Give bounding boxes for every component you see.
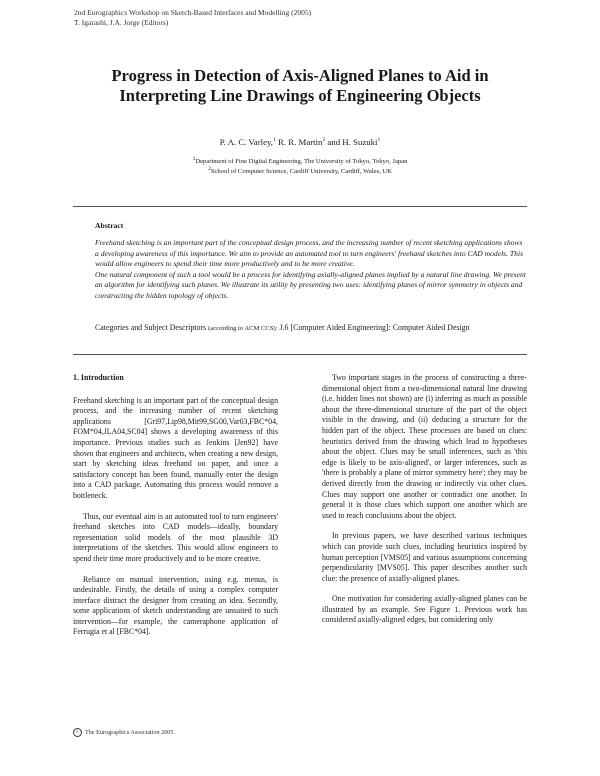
editors-line: T. Igarashi, J.A. Jorge (Editors) <box>74 18 169 27</box>
body-paragraph: Two important stages in the process of constructing a three-dimensional object from a two-dimensional natural line drawing (i.e. hidden lines not shown) are (i) inferring as much as possible about the three-dimensional structure of the part of the object visible in the drawing, and (ii) deducing a structure for the hidden part of the object. These processes are based on clues: heuristics derived from the drawing which lead to hypotheses about the object. Clues may be small inferences, such as 'this edge is likely to be axis-aligned', or larger inferences, such as 'there is probably a plane of mirror symmetry here'; they may be derived directly from the drawing or indirectly via other clues. Clues may support one another or contradict one another. In general it is those clues which support one another which are used to reach conclusions about the object. <box>322 373 527 520</box>
body-paragraph: Thus, our eventual aim is an automated tool to turn engineers' freehand sketches into CAD models—ideally, boundary representation solid models of the most plausible 3D interpretations of the sketches. This would allow engineers to spend their time more productively and to be more creative. <box>73 511 278 563</box>
abstract-top-rule <box>73 206 527 207</box>
workshop-line: 2nd Eurographics Workshop on Sketch-Based Interfaces and Modelling (2005) <box>74 8 312 17</box>
categories-text: J.6 [Computer Aided Engineering]: Computer Aided Design <box>279 323 470 332</box>
title-line-1: Progress in Detection of Axis-Aligned Planes to Aid in <box>111 66 489 85</box>
running-header <box>74 8 311 28</box>
body-paragraph: Freehand sketching is an important part of the conceptual design process, and the increasing number of recent sketching applications [Gri97,Lip98,Mit99,SG00,Var03,FBC*04, FOM*04,JLA04,SC04] shows a developing awareness of this importance. Previous studies such as Jenkins [Jen92] have shown that engineers and architects, when creating a new design, start by sketching ideas freehand on paper, and once a satisfactory concept has been found, manually enter the design into a CAD package. Automating this process would remove a bottleneck. <box>73 395 278 500</box>
affiliation-1: $^1$Department of Fine Digital Engineering, The University of Tokyo, Tokyo, Japan <box>192 155 408 165</box>
abstract-paragraph: Freehand sketching is an important part of the conceptual design process, and the increasing number of recent sketching applications shows a developing awareness of this importance. We aim to provide an automated tool to turn engineers' freehand sketches into CAD models. This would allow engineers to spend their time more productively and to be more creative. <box>95 238 524 268</box>
body-paragraph: In previous papers, we have described various techniques which can provide such clues, including heuristics inspired by human perception [VMS05] and various assumptions concerning perpendicularity [MVS05]. This paper describes another such clue: the presence of axially-aligned planes. <box>322 531 527 583</box>
copyright-icon: c <box>73 728 82 737</box>
title-line-2: Interpreting Line Drawings of Engineering Objects <box>119 86 481 105</box>
categories-label: Categories and Subject Descriptors <box>95 323 207 332</box>
abstract-paragraph: One natural component of such a tool would be a process for identifying axially-aligned planes implied by a natural line drawing. We present an algorithm for identifying such planes. We illustrate its utility by presenting two uses: identifying planes of mirror symmetry in objects and constructing the hidden topology of objects. <box>95 269 526 300</box>
copyright-footer <box>73 728 175 737</box>
author-1: P. A. C. Varley,$^1$ <box>219 137 276 147</box>
affiliations <box>0 157 600 177</box>
affiliation-2: $^2$School of Computer Science, Cardiff University, Cardiff, Wales, UK <box>208 165 392 175</box>
right-column <box>322 373 527 636</box>
paper-title <box>60 66 540 106</box>
categories-descriptors <box>95 322 527 334</box>
abstract-heading: Abstract <box>95 221 124 230</box>
author-2: R. R. Martin$^2$ <box>277 137 326 147</box>
section-heading: 1. Introduction <box>73 373 124 382</box>
categories-note: (according to ACM CCS): <box>208 325 278 332</box>
copyright-text: The Eurographics Association 2005. <box>85 728 176 736</box>
abstract-text <box>95 238 527 301</box>
body-paragraph: One motivation for considering axially-aligned planes can be illustrated by an example. See Figure 1. Previous work has considered axially-aligned edges, but considering only <box>322 594 527 625</box>
abstract-bottom-rule <box>73 354 527 355</box>
author-list <box>0 137 600 147</box>
body-paragraph: Reliance on manual intervention, using e.g. menus, is undesirable. Firstly, the details of using a complex computer interface distract the designer from creating an idea. Secondly, some applications of sketch understanding are unsuited to such intervention—for example, the cameraphone application of Ferrugia et al [FBC*04]. <box>73 574 278 637</box>
left-column <box>73 373 278 648</box>
author-3: and H. Suzuki$^1$ <box>327 137 381 147</box>
